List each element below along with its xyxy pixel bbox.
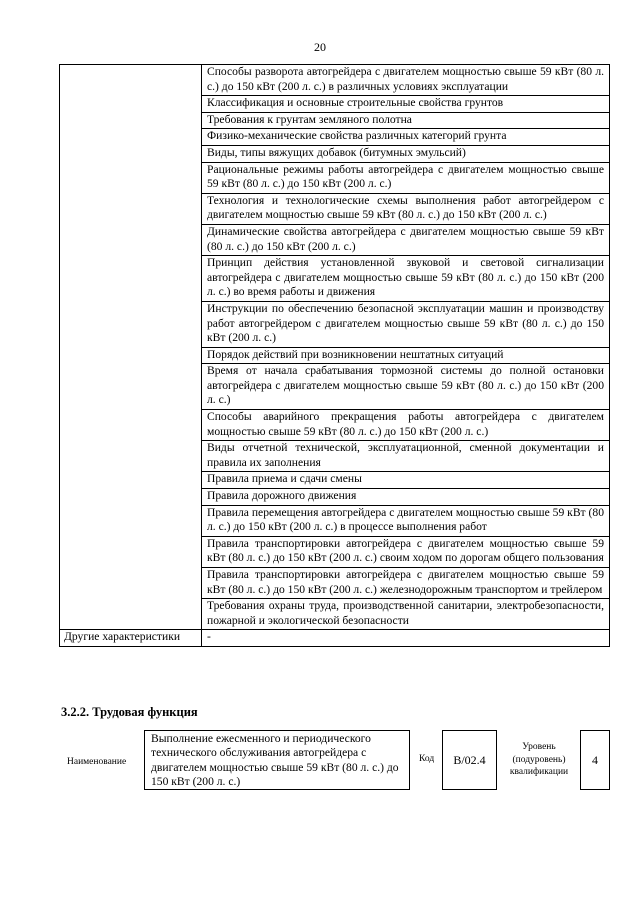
table-cell: Требования к грунтам земляного полотна: [202, 112, 610, 129]
table-cell: Правила дорожного движения: [202, 489, 610, 506]
table-cell: Время от начала срабатывания тормозной системы до полной остановки автогрейдера с двигателем мощностью свыше 59 кВт (80 л. с.) до 150 кВт (200 л. с.): [202, 364, 610, 410]
qualification-level-label: Уровень (подуровень) квалификации: [509, 742, 569, 777]
table-cell: Правила перемещения автогрейдера с двигателем мощностью свыше 59 кВт (80 л. с.) до 150 кВт (200 л. с.) в процессе выполнения работ: [202, 505, 610, 536]
other-characteristics-row: [60, 630, 610, 647]
table-cell: Правила транспортировки автогрейдера с двигателем мощностью свыше 59 кВт (80 л. с.) до 150 кВт (200 л. с.) своим ходом по дорогам общего пользования: [202, 536, 610, 567]
table-cell: Правила приема и сдачи смены: [202, 472, 610, 489]
other-characteristics-label: Другие характеристики: [60, 630, 202, 647]
table-cell: Динамические свойства автогрейдера с двигателем мощностью свыше 59 кВт (80 л. с.) до 150 кВт (200 л. с.): [202, 224, 610, 255]
table-row: [60, 65, 610, 96]
table-cell: Виды, типы вяжущих добавок (битумных эмульсий): [202, 145, 610, 162]
table-cell: Инструкции по обеспечению безопасной эксплуатации машин и производству работ автогрейдером с двигателем мощностью свыше 59 кВт (80 л. с.) до 150 кВт (200 л. с.): [202, 301, 610, 347]
table-cell: Способы разворота автогрейдера с двигателем мощностью свыше 59 кВт (80 л. с.) до 150 кВт (200 л. с.) в различных условиях эксплуатации: [202, 65, 610, 96]
table-cell: Виды отчетной технической, эксплуатационной, сменной документации и правила их заполнения: [202, 441, 610, 472]
page-number: 20: [314, 40, 326, 54]
table-cell: Рациональные режимы работы автогрейдера с двигателем мощностью свыше 59 кВт (80 л. с.) до 150 кВт (200 л. с.): [202, 162, 610, 193]
table-left-cell: [60, 65, 202, 630]
table-cell: Принцип действия установленной звуковой и световой сигнализации автогрейдера с двигателем мощностью свыше 59 кВт (80 л. с.) до 150 кВт (200 л. с.) во время работы и движения: [202, 256, 610, 302]
function-name-label: Наименование: [67, 757, 127, 767]
table-cell: Технология и технологические схемы выполнения работ автогрейдером с двигателем мощностью свыше 59 кВт (80 л. с.) до 150 кВт (200 л. с.): [202, 193, 610, 224]
table-cell: Требования охраны труда, производственной санитарии, электробезопасности, пожарной и экологической безопасности: [202, 599, 610, 630]
table-cell: Порядок действий при возникновении нештатных ситуаций: [202, 347, 610, 364]
knowledge-table: [59, 64, 610, 647]
other-characteristics-value: -: [202, 630, 610, 647]
function-code-label: Код: [419, 754, 435, 764]
table-cell: Способы аварийного прекращения работы автогрейдера с двигателем мощностью свыше 59 кВт (80 л. с.) до 150 кВт (200 л. с.): [202, 410, 610, 441]
function-code-value: В/02.4: [442, 730, 497, 790]
qualification-level-value: 4: [580, 730, 610, 790]
section-heading: 3.2.2. Трудовая функция: [61, 705, 198, 719]
table-cell: Правила транспортировки автогрейдера с двигателем мощностью свыше 59 кВт (80 л. с.) до 150 кВт (200 л. с.) железнодорожным транспортом и трейлером: [202, 568, 610, 599]
function-name-value: Выполнение ежесменного и периодического технического обслуживания автогрейдера с двигателем мощностью свыше 59 кВт (80 л. с.) до 150 кВт (200 л. с.): [144, 730, 410, 790]
table-cell: Физико-механические свойства различных категорий грунта: [202, 129, 610, 146]
table-cell: Классификация и основные строительные свойства грунтов: [202, 96, 610, 113]
